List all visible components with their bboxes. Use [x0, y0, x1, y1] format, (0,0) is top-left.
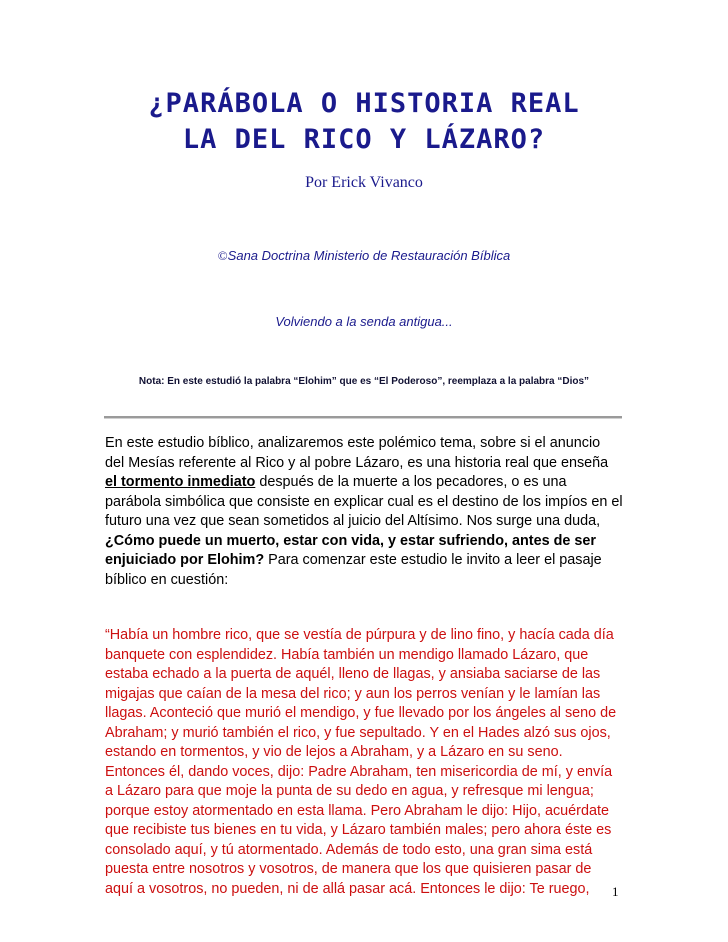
- intro-line: [105, 532, 625, 552]
- quote-line: migajas que caían de la mesa del rico; y aun los perros venían y le lamían las: [105, 685, 601, 702]
- document-title-line-1: ¿PARÁBOLA O HISTORIA REAL: [148, 88, 580, 119]
- intro-line: bíblico en cuestión:: [105, 571, 229, 588]
- document-title-line-2: LA DEL RICO Y LÁZARO?: [182, 124, 546, 155]
- quote-line: aquí a vosotros, no pueden, ni de allá pasar acá. Entonces le dijo: Te ruego,: [105, 880, 590, 897]
- key-question: ¿Cómo puede un muerto, estar con vida, y estar sufriendo, antes de ser: [105, 532, 597, 549]
- quote-line: a Lázaro para que moje la punta de su dedo en agua, y refresque mi lengua;: [105, 783, 594, 799]
- quote-line: llagas. Aconteció que murió el mendigo, y fue llevado por los ángeles al seno de: [105, 705, 617, 721]
- intro-line-rest: después de la muerte a los pecadores, o es una: [255, 474, 567, 490]
- author-byline: Por Erick Vivanco: [305, 174, 423, 191]
- copyright-line: [0, 248, 728, 264]
- key-question-end: enjuiciado por Elohim?: [105, 552, 265, 568]
- intro-line: del Mesías referente al Rico y al pobre Lázaro, es una historia real que enseña: [105, 454, 609, 471]
- copyright-symbol: ©: [217, 248, 228, 263]
- emphasis-tormento: el tormento inmediato: [105, 474, 256, 490]
- intro-line: [105, 551, 625, 571]
- quote-line: que recibiste tus bienes en tu vida, y Lázaro también males; pero ahora éste es: [105, 822, 612, 838]
- horizontal-divider: [104, 416, 622, 419]
- intro-line-rest: Para comenzar este estudio le invito a leer el pasaje: [264, 552, 602, 568]
- bible-quote: [105, 626, 625, 899]
- quote-line: estaba echado a la puerta de aquél, lleno de llagas, y ansiaba saciarse de las: [105, 666, 601, 682]
- slogan: Volviendo a la senda antigua...: [275, 314, 453, 329]
- quote-line: porque estoy atormentado en esta llama. Pero Abraham le dijo: Hijo, acuérdate: [105, 802, 609, 819]
- intro-paragraph: [105, 434, 625, 590]
- quote-line: consolado aquí, y tú atormentado. Además de todo esto, una gran sima está: [105, 841, 593, 858]
- quote-line: “Había un hombre rico, que se vestía de púrpura y de lino fino, y hacía cada día: [105, 627, 614, 643]
- intro-line: En este estudio bíblico, analizaremos este polémico tema, sobre si el anuncio: [105, 435, 601, 451]
- intro-line: [105, 473, 625, 493]
- translation-note: Nota: En este estudió la palabra “Elohim” que es “El Poderoso”, reemplaza a la palabra “Dios”: [138, 376, 590, 387]
- intro-line: futuro una vez que sean sometidos al juicio del Altísimo. Nos surge una duda,: [105, 513, 601, 529]
- intro-line: parábola simbólica que consiste en explicar cual es el destino de los impíos en el: [105, 493, 623, 510]
- quote-line: Entonces él, dando voces, dijo: Padre Abraham, ten misericordia de mí, y envía: [105, 763, 613, 780]
- quote-line: puesta entre nosotros y vosotros, de manera que los que quisieren pasar de: [105, 861, 592, 877]
- quote-line: banquete con esplendidez. Había también un mendigo llamado Lázaro, que: [105, 646, 589, 663]
- quote-line: Abraham; y murió también el rico, y fue sepultado. Y en el Hades alzó sus ojos,: [105, 724, 611, 741]
- quote-line: estando en tormentos, y vio de lejos a Abraham, y a Lázaro en su seno.: [105, 744, 563, 760]
- page-number: 1: [612, 884, 619, 899]
- copyright-text: Sana Doctrina Ministerio de Restauración Bíblica: [227, 248, 511, 263]
